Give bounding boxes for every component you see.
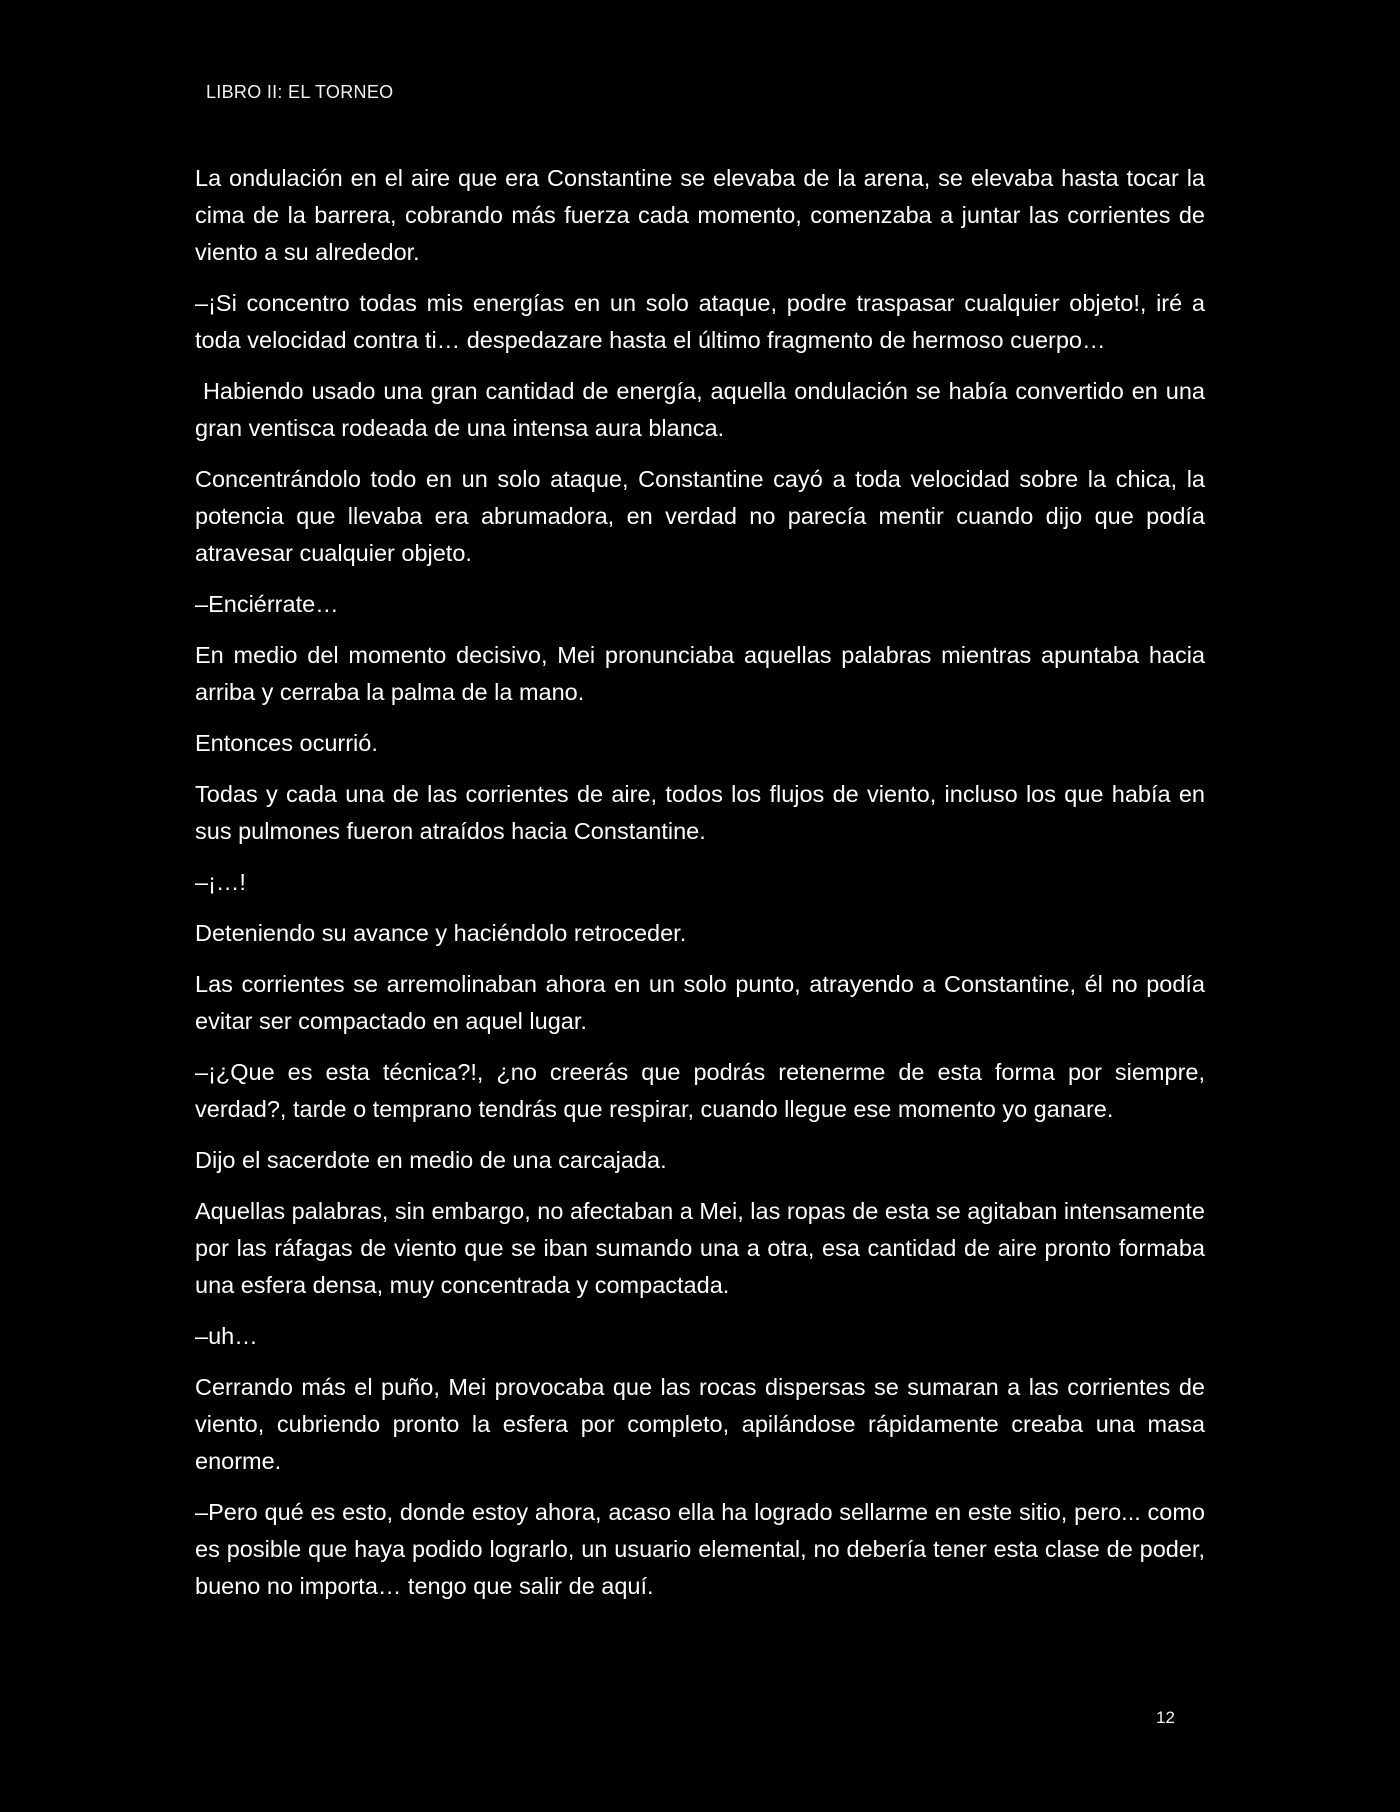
dialogue-line: –Enciérrate… bbox=[195, 591, 339, 617]
page-number: 12 bbox=[1156, 1708, 1175, 1727]
dialogue-line: –¡…! bbox=[195, 869, 246, 895]
paragraph: Deteniendo su avance y haciéndolo retroceder. bbox=[195, 920, 687, 946]
paragraph: Entonces ocurrió. bbox=[195, 730, 378, 756]
paragraph: En medio del momento decisivo, Mei pronunciaba aquellas palabras mientras apuntaba hacia arriba y cerraba la palma de la mano. bbox=[195, 642, 1205, 705]
paragraph: Aquellas palabras, sin embargo, no afectaban a Mei, las ropas de esta se agitaban intensamente por las ráfagas de viento que se iban sumando una a otra, esa cantidad de aire pronto formaba una esfera densa, muy concentrada y compactada. bbox=[195, 1198, 1205, 1298]
dialogue-line: –Pero qué es esto, donde estoy ahora, acaso ella ha logrado sellarme en este sitio, pero... como es posible que haya podido lograrlo, un usuario elemental, no debería tener esta clase de poder, bueno no importa… tengo que salir de aquí. bbox=[195, 1499, 1205, 1599]
paragraph: La ondulación en el aire que era Constantine se elevaba de la arena, se elevaba hasta tocar la cima de la barrera, cobrando más fuerza cada momento, comenzaba a juntar las corrientes de viento a su alrededor. bbox=[195, 165, 1205, 265]
paragraph: Concentrándolo todo en un solo ataque, Constantine cayó a toda velocidad sobre la chica, la potencia que llevaba era abrumadora, en verdad no parecía mentir cuando dijo que podía atravesar cualquier objeto. bbox=[195, 466, 1205, 566]
paragraph: Cerrando más el puño, Mei provocaba que las rocas dispersas se sumaran a las corrientes de viento, cubriendo pronto la esfera por completo, apilándose rápidamente creaba una masa enorme. bbox=[195, 1374, 1205, 1474]
dialogue-line: –uh… bbox=[195, 1323, 258, 1349]
running-header: LIBRO II: EL TORNEO bbox=[206, 82, 394, 102]
dialogue-line: –¡¿Que es esta técnica?!, ¿no creerás que podrás retenerme de esta forma por siempre, verdad?, tarde o temprano tendrás que respirar, cuando llegue ese momento yo ganare. bbox=[195, 1059, 1205, 1122]
paragraph: Todas y cada una de las corrientes de aire, todos los flujos de viento, incluso los que había en sus pulmones fueron atraídos hacia Constantine. bbox=[195, 781, 1205, 844]
paragraph: Habiendo usado una gran cantidad de energía, aquella ondulación se había convertido en una gran ventisca rodeada de una intensa aura blanca. bbox=[195, 378, 1212, 441]
body-text bbox=[195, 160, 1212, 1619]
paragraph: Dijo el sacerdote en medio de una carcajada. bbox=[195, 1147, 667, 1173]
paragraph: –¡Si concentro todas mis energías en un solo ataque, podre traspasar cualquier objeto!, iré a toda velocidad contra ti… despedazare hasta el último fragmento de hermoso cuerpo… bbox=[195, 290, 1205, 353]
paragraph: Las corrientes se arremolinaban ahora en un solo punto, atrayendo a Constantine, él no podía evitar ser compactado en aquel lugar. bbox=[195, 971, 1205, 1034]
